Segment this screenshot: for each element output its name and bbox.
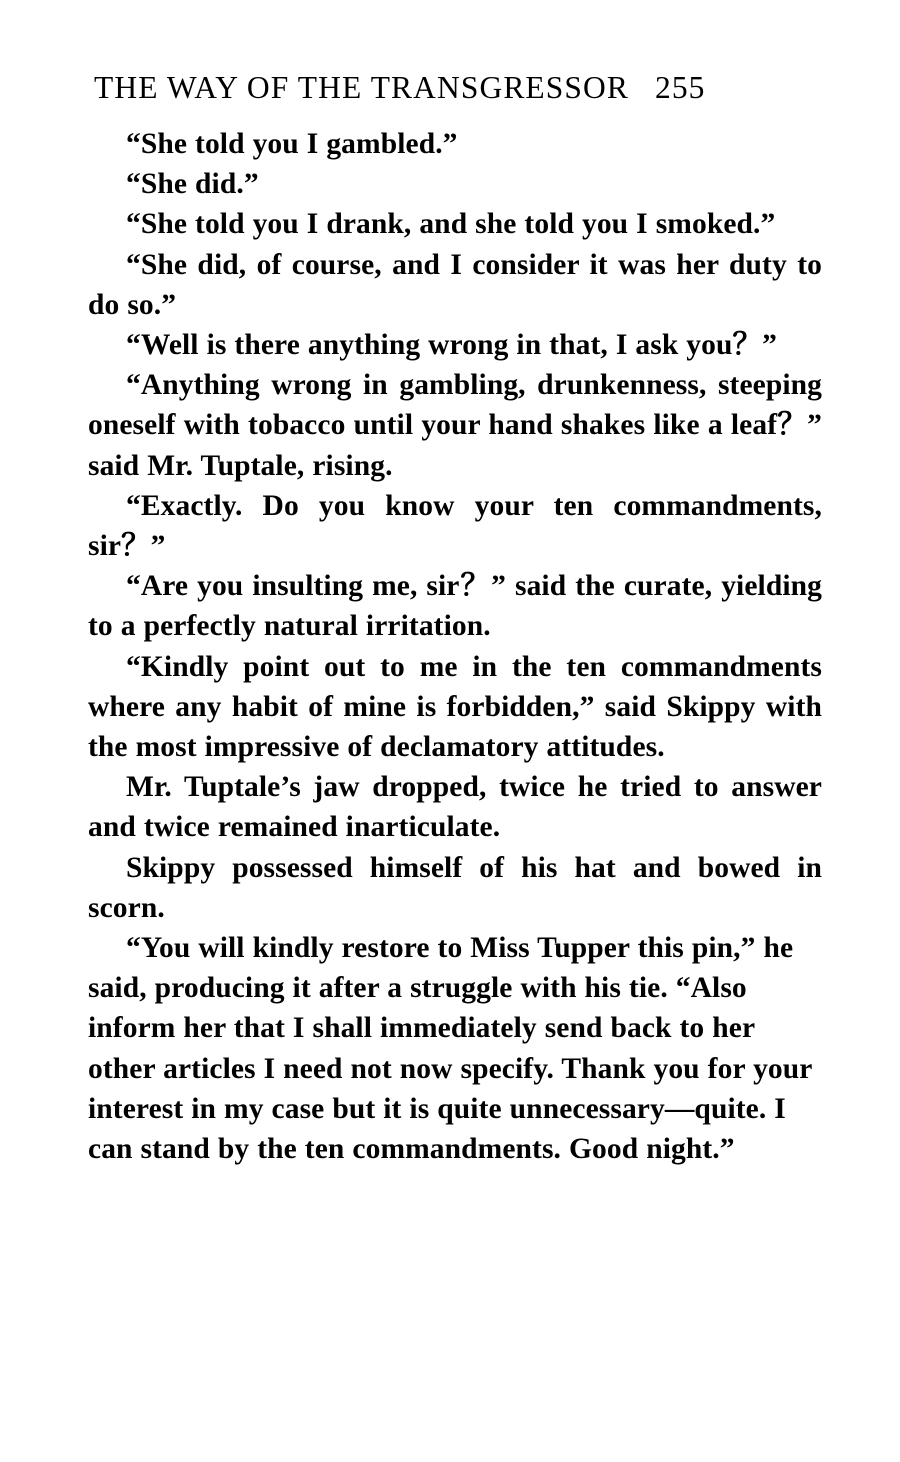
page-number: 255 <box>654 70 706 105</box>
body-text <box>88 124 822 1169</box>
paragraph: “She told you I gambled.” <box>126 128 458 160</box>
paragraph: “You will kindly restore to Miss Tupper this pin,” he said, producing it after a struggle with his tie. “Also inform her that I shall immediately send back to her other articles I need not now specify. Thank you for your interest in my case but it is quite unnecessary—quite. I can stand by the ten commandments. Good night.” <box>88 932 812 1166</box>
paragraph: “Exactly. Do you know your ten commandments, sir？” <box>88 489 822 563</box>
paragraph: “Well is there anything wrong in that, I ask you？” <box>126 329 777 362</box>
paragraph: “Are you insulting me, sir？” said the curate, yielding to a perfectly natural irritation. <box>88 570 822 643</box>
paragraph: “She did.” <box>126 168 259 201</box>
paragraph: “Anything wrong in gambling, drunkenness, steeping oneself with tobacco until your hand shakes like a leaf？” said Mr. Tuptale, rising. <box>88 369 822 482</box>
paragraph: “She did, of course, and I consider it was her duty to do so.” <box>88 248 822 321</box>
paragraph: “She told you I drank, and she told you I smoked.” <box>126 208 776 241</box>
paragraph: Skippy possessed himself of his hat and bowed in scorn. <box>88 851 822 924</box>
paragraph: “Kindly point out to me in the ten commandments where any habit of mine is forbidden,” said Skippy with the most impressive of declamatory attitudes. <box>88 650 822 764</box>
running-head <box>94 70 822 106</box>
page-title: THE WAY OF THE TRANSGRESSOR <box>94 70 629 105</box>
paragraph: Mr. Tuptale’s jaw dropped, twice he tried to answer and twice remained inarticulate. <box>88 771 822 844</box>
